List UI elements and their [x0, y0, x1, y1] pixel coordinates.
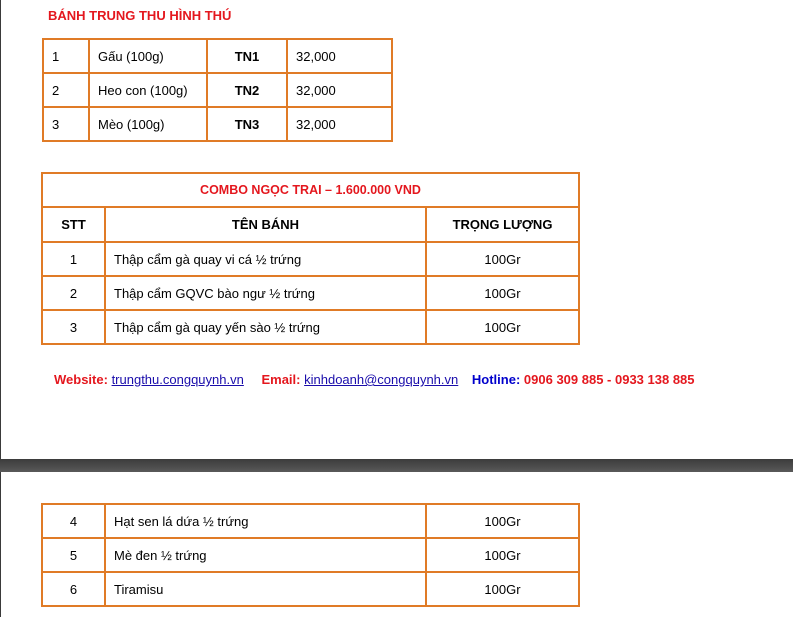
combo-table [41, 172, 580, 345]
section-heading: BÁNH TRUNG THU HÌNH THÚ [48, 8, 232, 23]
cake-weight: 100Gr [426, 504, 579, 538]
combo-header-row [42, 207, 579, 242]
table-row [43, 107, 392, 141]
cake-code: TN2 [207, 73, 287, 107]
cake-weight: 100Gr [426, 276, 579, 310]
cake-price: 32,000 [287, 39, 392, 73]
cake-name: Thập cẩm GQVC bào ngư ½ trứng [105, 276, 426, 310]
table-row [42, 310, 579, 344]
page-separator [0, 459, 793, 472]
row-number: 5 [42, 538, 105, 572]
email-label: Email: [261, 372, 301, 387]
table-row [42, 572, 579, 606]
website-label: Website: [54, 372, 108, 387]
hotline-label: Hotline: [471, 372, 521, 387]
combo-table-continued [41, 503, 580, 607]
row-number: 3 [43, 107, 89, 141]
header-weight: TRỌNG LƯỢNG [426, 207, 579, 242]
table-row [43, 73, 392, 107]
email-link[interactable]: kinhdoanh@congquynh.vn [304, 372, 459, 387]
combo-caption: COMBO NGỌC TRAI – 1.600.000 VND [42, 173, 579, 207]
document-page-2 [0, 472, 793, 617]
row-number: 4 [42, 504, 105, 538]
cake-price: 32,000 [287, 73, 392, 107]
animal-cakes-table [42, 38, 393, 142]
cake-name: Thập cẩm gà quay vi cá ½ trứng [105, 242, 426, 276]
cake-price: 32,000 [287, 107, 392, 141]
row-number: 6 [42, 572, 105, 606]
table-row [42, 538, 579, 572]
cake-name: Gấu (100g) [89, 39, 207, 73]
row-number: 1 [42, 242, 105, 276]
cake-name: Mèo (100g) [89, 107, 207, 141]
cake-weight: 100Gr [426, 310, 579, 344]
combo-caption-row [42, 173, 579, 207]
table-row [42, 504, 579, 538]
cake-code: TN3 [207, 107, 287, 141]
cake-weight: 100Gr [426, 572, 579, 606]
row-number: 1 [43, 39, 89, 73]
cake-name: Tiramisu [105, 572, 426, 606]
row-number: 3 [42, 310, 105, 344]
header-stt: STT [42, 207, 105, 242]
table-row [42, 276, 579, 310]
row-number: 2 [42, 276, 105, 310]
header-cake-name: TÊN BÁNH [105, 207, 426, 242]
hotline-numbers: 0906 309 885 - 0933 138 885 [523, 372, 695, 387]
table-row [43, 39, 392, 73]
table-row [42, 242, 579, 276]
cake-weight: 100Gr [426, 538, 579, 572]
contact-line [54, 372, 695, 387]
cake-weight: 100Gr [426, 242, 579, 276]
website-link[interactable]: trungthu.congquynh.vn [111, 372, 244, 387]
cake-name: Hạt sen lá dứa ½ trứng [105, 504, 426, 538]
cake-code: TN1 [207, 39, 287, 73]
cake-name: Thập cẩm gà quay yến sào ½ trứng [105, 310, 426, 344]
row-number: 2 [43, 73, 89, 107]
cake-name: Heo con (100g) [89, 73, 207, 107]
cake-name: Mè đen ½ trứng [105, 538, 426, 572]
